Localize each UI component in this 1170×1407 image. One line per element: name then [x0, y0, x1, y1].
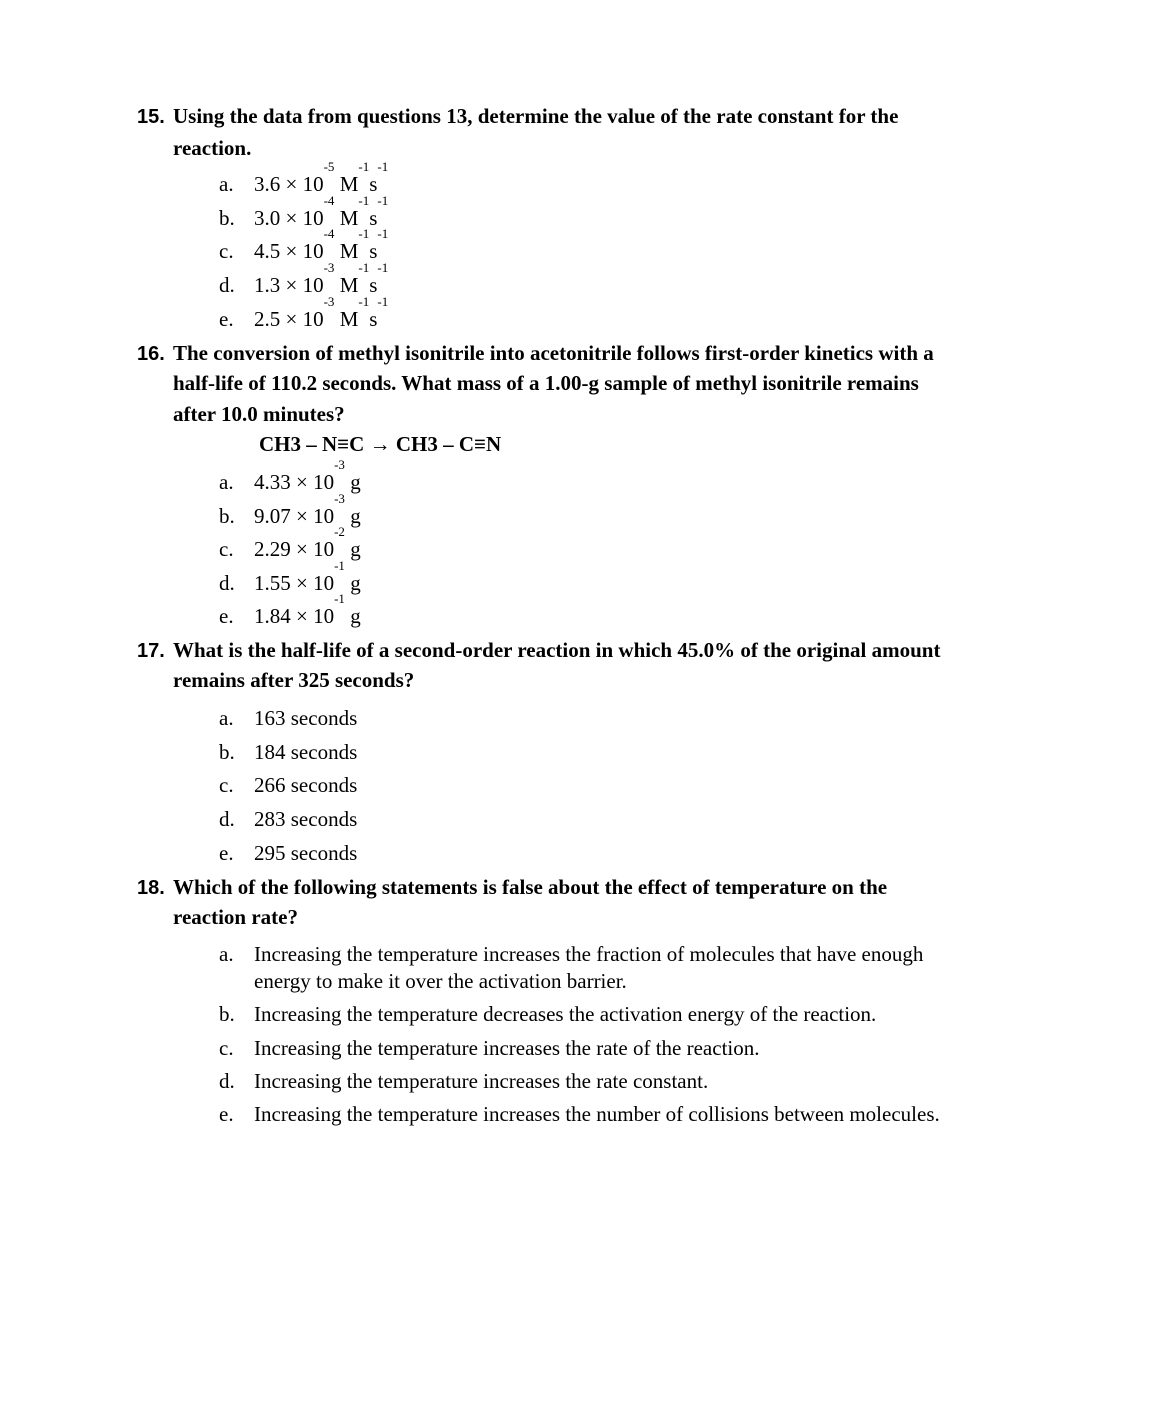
option-value: $4.5 \times 10^{-4}$ $M^{-1}s^{-1}$	[254, 226, 389, 263]
option-text: 283 seconds	[254, 807, 358, 831]
option-value: $9.07 \times 10^{-3}$ g	[254, 491, 361, 528]
option-value: $1.84 \times 10^{-1}$ g	[254, 591, 361, 628]
option-letter: b.	[219, 206, 235, 230]
option-letter: a.	[219, 942, 234, 966]
question-number: 15.	[137, 106, 165, 128]
question-text-line: What is the half-life of a second-order reaction in which 45.0% of the original amount	[173, 638, 941, 662]
option-letter: e.	[219, 1102, 234, 1126]
option-text: Increasing the temperature increases the fraction of molecules that have enough	[254, 942, 924, 966]
option-value: $3.0 \times 10^{-4}$ $M^{-1}s^{-1}$	[254, 193, 389, 230]
option-text: Increasing the temperature decreases the activation energy of the reaction.	[254, 1002, 877, 1026]
option-text: Increasing the temperature increases the number of collisions between molecules.	[254, 1102, 940, 1126]
option-letter: d.	[219, 571, 235, 595]
option-text: Increasing the temperature increases the rate constant.	[254, 1069, 709, 1093]
question-text-line: reaction.	[173, 136, 252, 160]
option-letter: c.	[219, 537, 234, 561]
arrow-icon: →	[369, 432, 391, 456]
option-value: $4.33 \times 10^{-3}$ g	[254, 457, 361, 494]
question-number: 18.	[137, 877, 165, 899]
option-text: 295 seconds	[254, 841, 358, 865]
option-letter: d.	[219, 807, 235, 831]
option-letter: c.	[219, 1036, 234, 1060]
question-text-line: remains after 325 seconds?	[173, 668, 415, 692]
option-letter: e.	[219, 604, 234, 628]
question-text-line: half-life of 110.2 seconds. What mass of a 1.00-g sample of methyl isonitrile remains	[173, 371, 919, 395]
option-text-continued: energy to make it over the activation barrier.	[254, 969, 627, 993]
question-text-line: after 10.0 minutes?	[173, 402, 345, 426]
option-letter: c.	[219, 773, 234, 797]
option-value: $2.29 \times 10^{-2}$ g	[254, 524, 361, 561]
option-letter: b.	[219, 740, 235, 764]
option-letter: b.	[219, 1002, 235, 1026]
reaction-equation: CH3 – N≡C → CH3 – C≡N	[259, 432, 502, 456]
question-number: 16.	[137, 343, 165, 365]
option-letter: b.	[219, 504, 235, 528]
option-letter: e.	[219, 307, 234, 331]
option-value: $3.6 \times 10^{-5}$ $M^{-1}s^{-1}$	[254, 159, 389, 196]
option-letter: d.	[219, 273, 235, 297]
option-value: $1.55 \times 10^{-1}$ g	[254, 558, 361, 595]
question-text-line: Which of the following statements is false about the effect of temperature on the	[173, 875, 888, 899]
question-text-line: reaction rate?	[173, 905, 298, 929]
option-letter: c.	[219, 239, 234, 263]
question-number: 17.	[137, 640, 165, 662]
option-letter: a.	[219, 172, 234, 196]
question-text-line: Using the data from questions 13, determine the value of the rate constant for the	[173, 104, 899, 128]
option-letter: d.	[219, 1069, 235, 1093]
option-text: 266 seconds	[254, 773, 358, 797]
option-text: 184 seconds	[254, 740, 358, 764]
option-letter: a.	[219, 470, 234, 494]
option-text: 163 seconds	[254, 706, 358, 730]
option-text: Increasing the temperature increases the rate of the reaction.	[254, 1036, 760, 1060]
question-text-line: The conversion of methyl isonitrile into acetonitrile follows first-order kinetics with a	[173, 341, 934, 365]
option-letter: a.	[219, 706, 234, 730]
option-letter: e.	[219, 841, 234, 865]
option-value: $1.3 \times 10^{-3}$ $M^{-1}s^{-1}$	[254, 260, 389, 297]
option-value: $2.5 \times 10^{-3}$ $M^{-1}s^{-1}$	[254, 294, 389, 331]
